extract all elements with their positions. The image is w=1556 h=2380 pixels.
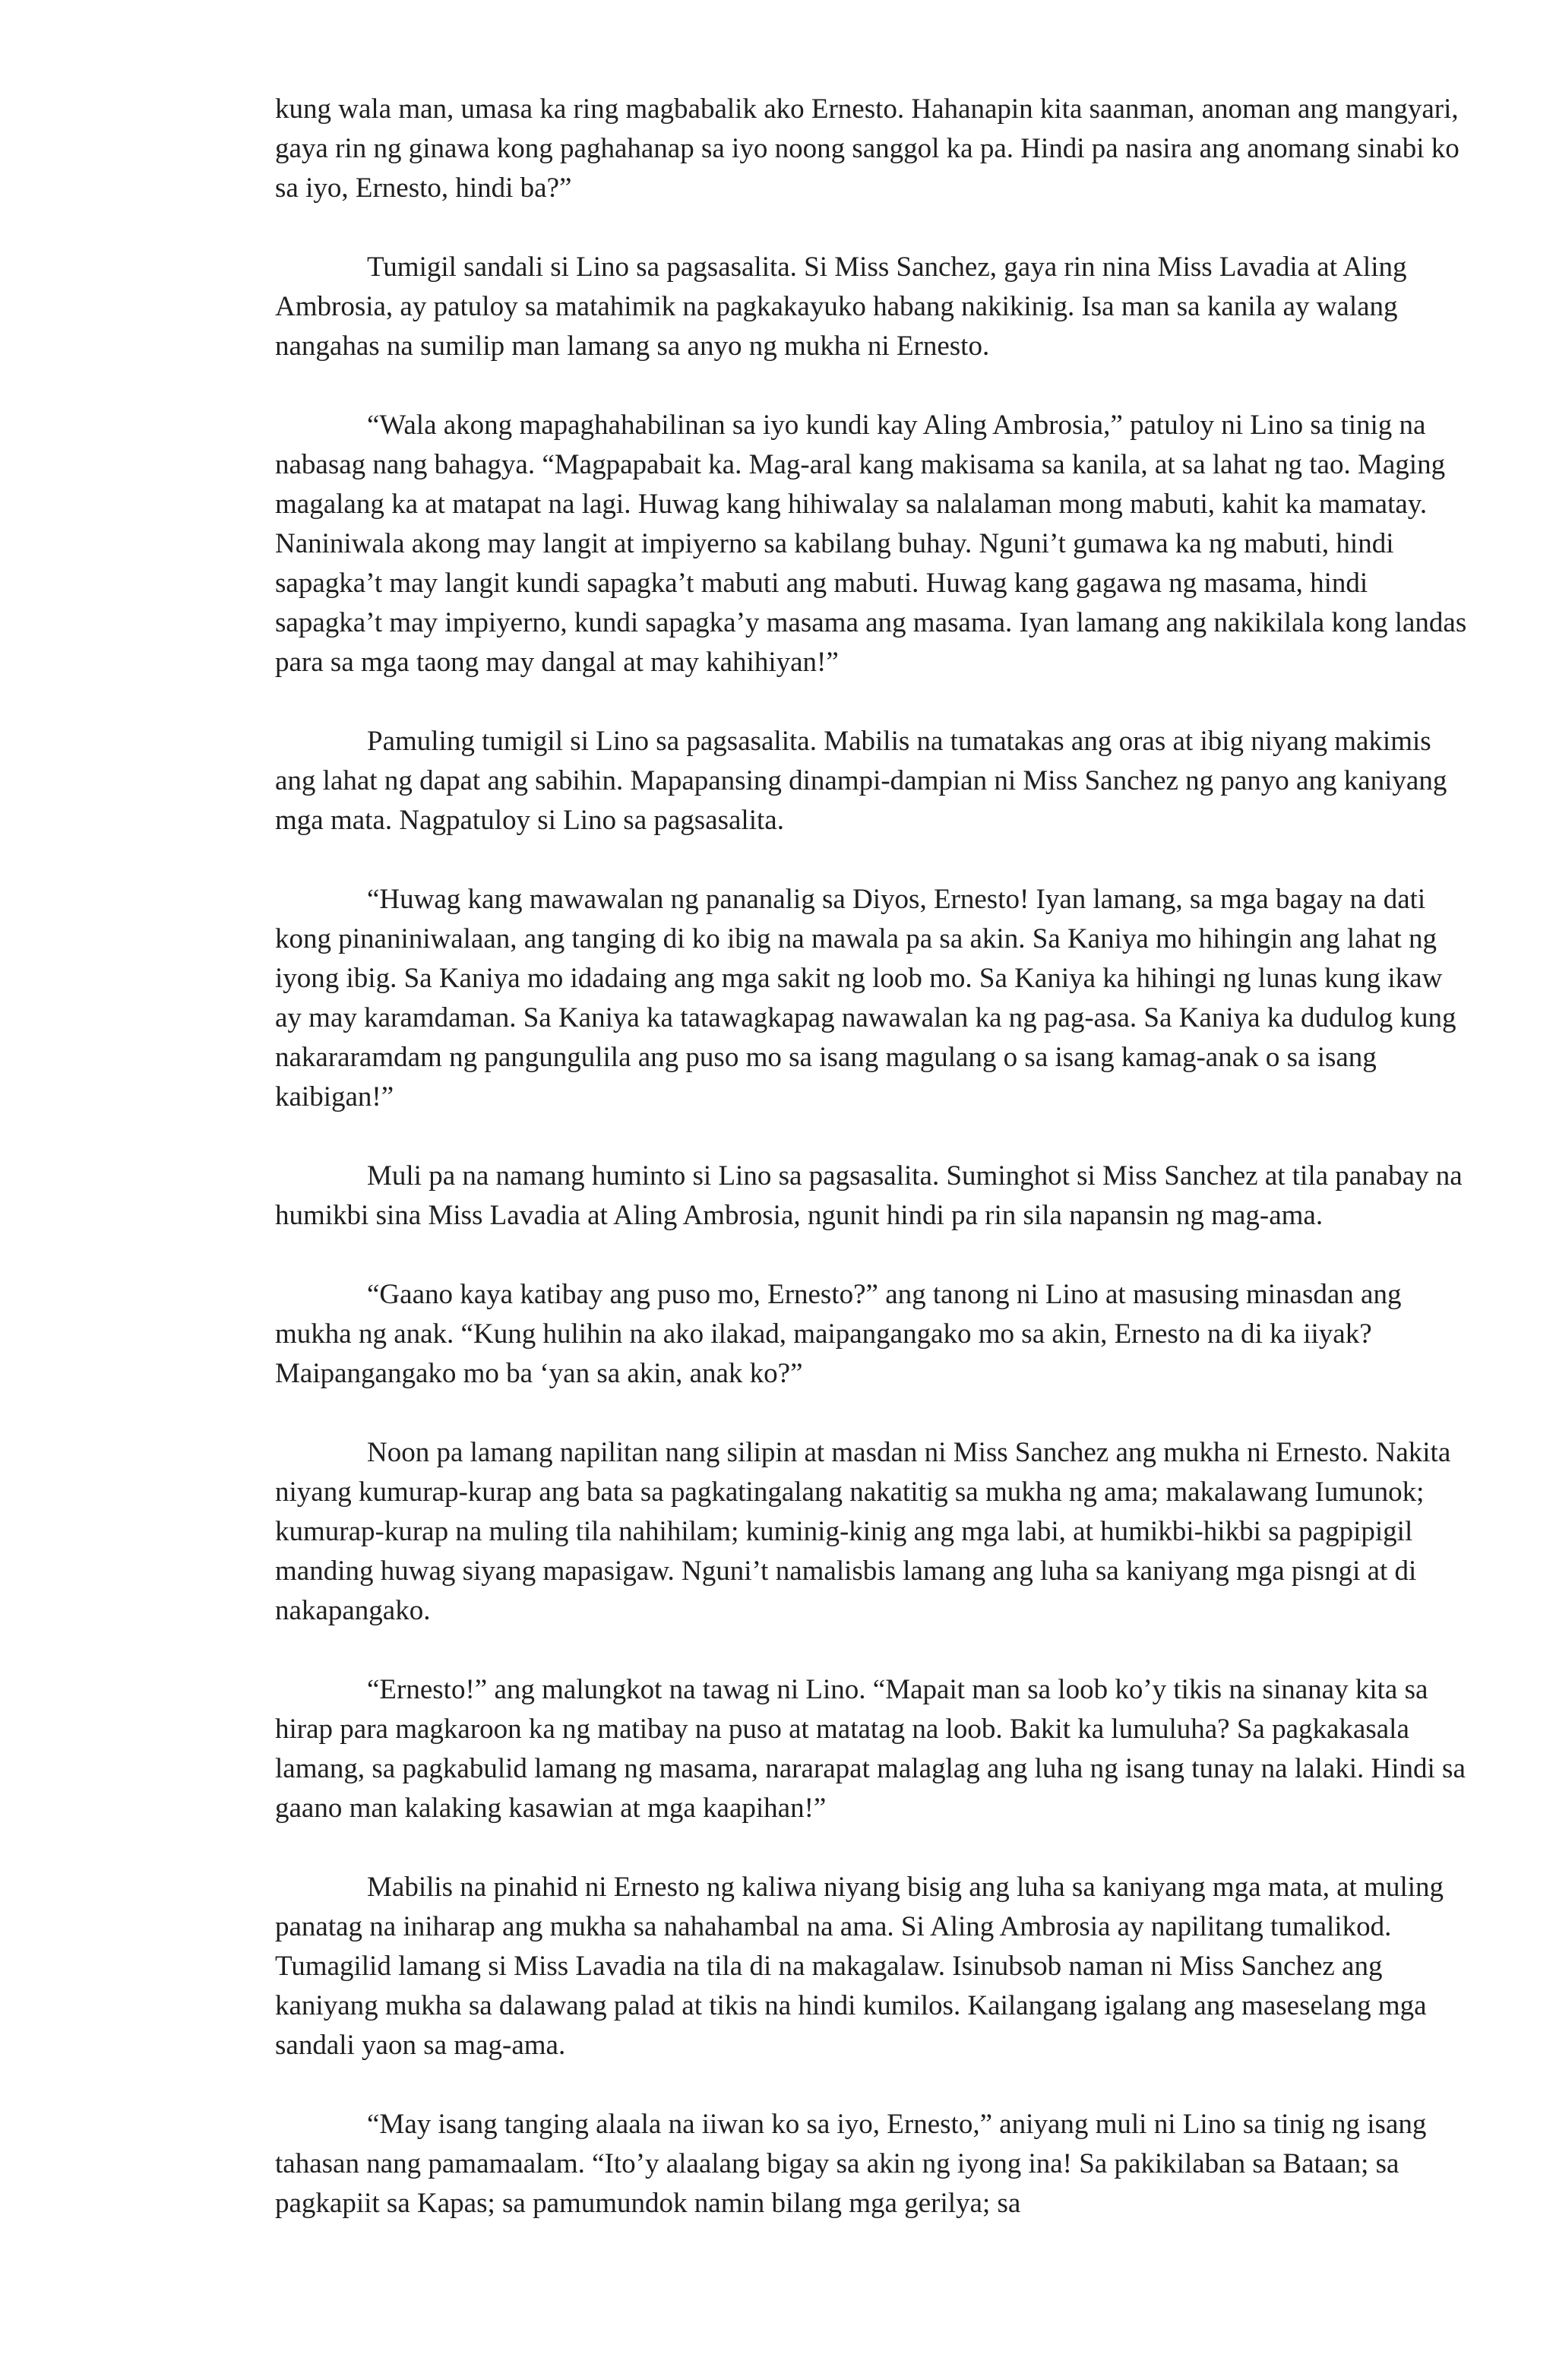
paragraph-5: “Huwag kang mawawalan ng pananalig sa Diyos, Ernesto! Iyan lamang, sa mga bagay na dati kong pinaniniwalaan, ang tanging di ko ibig na mawala pa sa akin. Sa Kaniya mo hihingin ang lahat ng iyong ibig. Sa Kaniya mo idadaing ang mga sakit ng loob mo. Sa Kaniya ka hihingi ng lunas kung ikaw ay may karamdaman. Sa Kaniya ka tatawagkapag nawawalan ka ng pag-asa. Sa Kaniya ka dudulog kung nakararamdam ng pangungulila ang puso mo sa isang magulang o sa isang kamag-anak o sa isang kaibigan!” (275, 884, 1456, 1112)
paragraph-2: Tumigil sandali si Lino sa pagsasalita. Si Miss Sanchez, gaya rin nina Miss Lavadia at Aling Ambrosia, ay patuloy sa matahimik na pagkakayuko habang nakikinig. Isa man sa kanila ay walang nangahas na sumilip man lamang sa anyo ng mukha ni Ernesto. (275, 252, 1407, 362)
paragraph-7: “Gaano kaya katibay ang puso mo, Ernesto?” ang tanong ni Lino at masusing minasdan ang mukha ng anak. “Kung hulihin na ako ilakad, maipangangako mo sa akin, Ernesto na di ka iiyak? Maipangangako mo ba ‘yan sa akin, anak ko?” (275, 1279, 1402, 1389)
paragraph-3: “Wala akong mapaghahabilinan sa iyo kundi kay Aling Ambrosia,” patuloy ni Lino sa tinig na nabasag nang bahagya. “Magpapabait ka. Mag-aral kang makisama sa kanila, at sa lahat ng tao. Maging magalang ka at matapat na lagi. Huwag kang hihiwalay sa nalalaman mong mabuti, kahit ka mamatay. Naniniwala akong may langit at impiyerno sa kabilang buhay. Nguni’t gumawa ka ng mabuti, hindi sapagka’t may langit kundi sapagka’t mabuti ang mabuti. Huwag kang gagawa ng masama, hindi sapagka’t may impiyerno, kundi sapagka’y masama ang masama. Iyan lamang ang nakikilala kong landas para sa mga taong may dangal at may kahihiyan!” (275, 410, 1467, 678)
text-body (275, 90, 1468, 2223)
paragraph-11: “May isang tanging alaala na iiwan ko sa iyo, Ernesto,” aniyang muli ni Lino sa tinig ng isang tahasan nang pamamaalam. “Ito’y alaalang bigay sa akin ng iyong ina! Sa pakikilaban sa Bataan; sa pagkapiit sa Kapas; sa pamumundok namin bilang mga gerilya; sa (275, 2109, 1427, 2219)
paragraph-6: Muli pa na namang huminto si Lino sa pagsasalita. Suminghot si Miss Sanchez at tila panabay na humikbi sina Miss Lavadia at Aling Ambrosia, ngunit hindi pa rin sila napansin ng mag-ama. (275, 1160, 1463, 1231)
paragraph-9: “Ernesto!” ang malungkot na tawag ni Lino. “Mapait man sa loob ko’y tikis na sinanay kita sa hirap para magkaroon ka ng matibay na puso at matatag na loob. Bakit ka lumuluha? Sa pagkakasala lamang, sa pagkabulid lamang ng masama, nararapat malaglag ang luha ng isang tunay na lalaki. Hindi sa gaano man kalaking kasawian at mga kaapihan!” (275, 1674, 1466, 1824)
paragraph-4: Pamuling tumigil si Lino sa pagsasalita. Mabilis na tumatakas ang oras at ibig niyang makimis ang lahat ng dapat ang sabihin. Mapapansing dinampi-dampian ni Miss Sanchez ng panyo ang kaniyang mga mata. Nagpatuloy si Lino sa pagsasalita. (275, 726, 1447, 836)
paragraph-8: Noon pa lamang napilitan nang silipin at masdan ni Miss Sanchez ang mukha ni Ernesto. Nakita niyang kumurap-kurap ang bata sa pagkatingalang nakatitig sa mukha ng ama; makalawang Iumunok; kumurap-kurap na muling tila nahihilam; kuminig-kinig ang mga labi, at humikbi-hikbi sa pagpipigil manding huwag siyang mapasigaw. Nguni’t namalisbis lamang ang luha sa kaniyang mga pisngi at di nakapangako. (275, 1437, 1451, 1626)
paragraph-1: kung wala man, umasa ka ring magbabalik ako Ernesto. Hahanapin kita saanman, anoman ang mangyari, gaya rin ng ginawa kong paghahanap sa iyo noong sanggol ka pa. Hindi pa nasira ang anomang sinabi ko sa iyo, Ernesto, hindi ba?” (275, 93, 1460, 204)
paragraph-10: Mabilis na pinahid ni Ernesto ng kaliwa niyang bisig ang luha sa kaniyang mga mata, at muling panatag na iniharap ang mukha sa nahahambal na ama. Si Aling Ambrosia ay napilitang tumalikod. Tumagilid lamang si Miss Lavadia na tila di na makagalaw. Isinubsob naman ni Miss Sanchez ang kaniyang mukha sa dalawang palad at tikis na hindi kumilos. Kailangang igalang ang maseselang mga sandali yaon sa mag-ama. (275, 1872, 1444, 2061)
